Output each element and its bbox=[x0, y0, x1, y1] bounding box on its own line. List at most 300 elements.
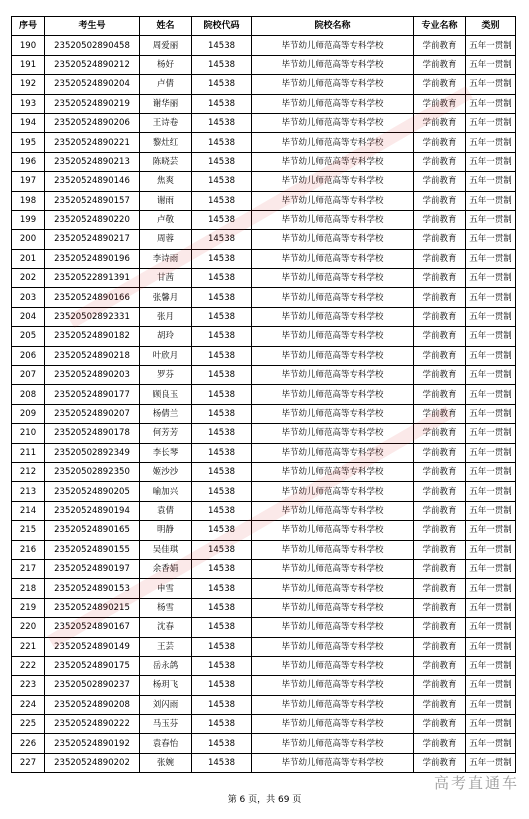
table-cell: 杨倩兰 bbox=[140, 404, 192, 423]
table-cell: 23520524890146 bbox=[45, 172, 140, 191]
table-cell: 14538 bbox=[192, 443, 252, 462]
table-cell: 23520524890149 bbox=[45, 637, 140, 656]
table-cell: 学前教育 bbox=[414, 424, 466, 443]
table-cell: 14538 bbox=[192, 559, 252, 578]
table-cell: 杨雪 bbox=[140, 598, 192, 617]
table-cell: 14538 bbox=[192, 521, 252, 540]
table-cell: 193 bbox=[12, 94, 45, 113]
table-row bbox=[12, 676, 516, 695]
table-cell: 五年一贯制 bbox=[466, 540, 516, 559]
table-cell: 毕节幼儿师范高等专科学校 bbox=[252, 521, 414, 540]
table-cell: 195 bbox=[12, 133, 45, 152]
table-cell: 14538 bbox=[192, 230, 252, 249]
table-cell: 余香娟 bbox=[140, 559, 192, 578]
table-row bbox=[12, 191, 516, 210]
table-cell: 14538 bbox=[192, 695, 252, 714]
table-row bbox=[12, 559, 516, 578]
table-cell: 五年一贯制 bbox=[466, 249, 516, 268]
table-cell: 218 bbox=[12, 579, 45, 598]
table-cell: 14538 bbox=[192, 210, 252, 229]
table-cell: 五年一贯制 bbox=[466, 676, 516, 695]
table-cell: 马玉芬 bbox=[140, 715, 192, 734]
table-cell: 五年一贯制 bbox=[466, 172, 516, 191]
admission-list-table bbox=[11, 16, 515, 773]
table-cell: 14538 bbox=[192, 249, 252, 268]
table-cell: 五年一贯制 bbox=[466, 366, 516, 385]
table-cell: 毕节幼儿师范高等专科学校 bbox=[252, 366, 414, 385]
table-cell: 毕节幼儿师范高等专科学校 bbox=[252, 598, 414, 617]
table-cell: 张婉 bbox=[140, 753, 192, 772]
table-cell: 14538 bbox=[192, 598, 252, 617]
table-cell: 五年一贯制 bbox=[466, 734, 516, 753]
table-cell: 毕节幼儿师范高等专科学校 bbox=[252, 307, 414, 326]
table-cell: 学前教育 bbox=[414, 579, 466, 598]
table-row bbox=[12, 598, 516, 617]
table-row bbox=[12, 579, 516, 598]
table-cell: 五年一贯制 bbox=[466, 113, 516, 132]
table-cell: 23520524890194 bbox=[45, 501, 140, 520]
table-cell: 216 bbox=[12, 540, 45, 559]
table-cell: 毕节幼儿师范高等专科学校 bbox=[252, 715, 414, 734]
table-cell: 毕节幼儿师范高等专科学校 bbox=[252, 55, 414, 74]
table-cell: 明静 bbox=[140, 521, 192, 540]
table-row bbox=[12, 307, 516, 326]
table-cell: 五年一贯制 bbox=[466, 695, 516, 714]
table-cell: 14538 bbox=[192, 579, 252, 598]
table-cell: 学前教育 bbox=[414, 269, 466, 288]
table-cell: 毕节幼儿师范高等专科学校 bbox=[252, 113, 414, 132]
table-row bbox=[12, 443, 516, 462]
header-row bbox=[12, 17, 516, 36]
table-cell: 毕节幼儿师范高等专科学校 bbox=[252, 462, 414, 481]
column-header: 序号 bbox=[12, 17, 45, 36]
table-cell: 毕节幼儿师范高等专科学校 bbox=[252, 676, 414, 695]
table-cell: 五年一贯制 bbox=[466, 191, 516, 210]
table-cell: 14538 bbox=[192, 715, 252, 734]
table-cell: 23520524890182 bbox=[45, 327, 140, 346]
table-cell: 黎灶红 bbox=[140, 133, 192, 152]
table-cell: 学前教育 bbox=[414, 462, 466, 481]
table-cell: 毕节幼儿师范高等专科学校 bbox=[252, 385, 414, 404]
table-cell: 杨玥飞 bbox=[140, 676, 192, 695]
table-cell: 14538 bbox=[192, 424, 252, 443]
table-cell: 202 bbox=[12, 269, 45, 288]
table-cell: 五年一贯制 bbox=[466, 55, 516, 74]
table-cell: 学前教育 bbox=[414, 501, 466, 520]
table-cell: 学前教育 bbox=[414, 695, 466, 714]
table-cell: 192 bbox=[12, 75, 45, 94]
table-cell: 学前教育 bbox=[414, 307, 466, 326]
table-cell: 196 bbox=[12, 152, 45, 171]
column-header: 考生号 bbox=[45, 17, 140, 36]
table-cell: 23520524890196 bbox=[45, 249, 140, 268]
table-row bbox=[12, 385, 516, 404]
table-cell: 五年一贯制 bbox=[466, 753, 516, 772]
table-cell: 学前教育 bbox=[414, 55, 466, 74]
table-cell: 14538 bbox=[192, 404, 252, 423]
table-cell: 198 bbox=[12, 191, 45, 210]
table-cell: 学前教育 bbox=[414, 753, 466, 772]
table-cell: 23520524890206 bbox=[45, 113, 140, 132]
table-cell: 学前教育 bbox=[414, 133, 466, 152]
table-cell: 211 bbox=[12, 443, 45, 462]
table-cell: 罗芬 bbox=[140, 366, 192, 385]
table-row bbox=[12, 618, 516, 637]
table-cell: 学前教育 bbox=[414, 249, 466, 268]
table-cell: 23520524890165 bbox=[45, 521, 140, 540]
table-cell: 14538 bbox=[192, 676, 252, 695]
table-cell: 五年一贯制 bbox=[466, 36, 516, 55]
table-cell: 23520524890212 bbox=[45, 55, 140, 74]
table-cell: 学前教育 bbox=[414, 230, 466, 249]
table-row bbox=[12, 210, 516, 229]
table-cell: 杨好 bbox=[140, 55, 192, 74]
table-cell: 23520522891391 bbox=[45, 269, 140, 288]
table-cell: 五年一贯制 bbox=[466, 424, 516, 443]
table-cell: 五年一贯制 bbox=[466, 346, 516, 365]
table-cell: 学前教育 bbox=[414, 113, 466, 132]
table-row bbox=[12, 55, 516, 74]
table-cell: 14538 bbox=[192, 113, 252, 132]
table-cell: 王诗卷 bbox=[140, 113, 192, 132]
table-cell: 学前教育 bbox=[414, 598, 466, 617]
table-cell: 学前教育 bbox=[414, 152, 466, 171]
table-cell: 222 bbox=[12, 656, 45, 675]
table-cell: 五年一贯制 bbox=[466, 269, 516, 288]
table-cell: 五年一贯制 bbox=[466, 152, 516, 171]
table-cell: 23520524890175 bbox=[45, 656, 140, 675]
table-cell: 23520524890207 bbox=[45, 404, 140, 423]
table-cell: 14538 bbox=[192, 462, 252, 481]
table-cell: 14538 bbox=[192, 75, 252, 94]
table-cell: 学前教育 bbox=[414, 734, 466, 753]
table-row bbox=[12, 75, 516, 94]
table-cell: 申雪 bbox=[140, 579, 192, 598]
table-cell: 学前教育 bbox=[414, 637, 466, 656]
table-cell: 23520502890237 bbox=[45, 676, 140, 695]
table-row bbox=[12, 753, 516, 772]
table-cell: 毕节幼儿师范高等专科学校 bbox=[252, 249, 414, 268]
table-cell: 毕节幼儿师范高等专科学校 bbox=[252, 133, 414, 152]
table-cell: 23520524890213 bbox=[45, 152, 140, 171]
table-row bbox=[12, 36, 516, 55]
table-row bbox=[12, 327, 516, 346]
column-header: 姓名 bbox=[140, 17, 192, 36]
table-cell: 14538 bbox=[192, 191, 252, 210]
table-row bbox=[12, 288, 516, 307]
table-cell: 学前教育 bbox=[414, 443, 466, 462]
table-row bbox=[12, 152, 516, 171]
table-cell: 225 bbox=[12, 715, 45, 734]
table-cell: 五年一贯制 bbox=[466, 75, 516, 94]
table-cell: 14538 bbox=[192, 501, 252, 520]
table-cell: 五年一贯制 bbox=[466, 501, 516, 520]
table-cell: 毕节幼儿师范高等专科学校 bbox=[252, 191, 414, 210]
table-cell: 毕节幼儿师范高等专科学校 bbox=[252, 230, 414, 249]
table-cell: 23520524890155 bbox=[45, 540, 140, 559]
table-cell: 194 bbox=[12, 113, 45, 132]
table-row bbox=[12, 113, 516, 132]
table-cell: 毕节幼儿师范高等专科学校 bbox=[252, 424, 414, 443]
table-cell: 卢敬 bbox=[140, 210, 192, 229]
data-table bbox=[11, 16, 516, 773]
table-cell: 毕节幼儿师范高等专科学校 bbox=[252, 501, 414, 520]
table-cell: 23520524890219 bbox=[45, 94, 140, 113]
table-cell: 毕节幼儿师范高等专科学校 bbox=[252, 579, 414, 598]
table-cell: 五年一贯制 bbox=[466, 94, 516, 113]
table-cell: 何芳芳 bbox=[140, 424, 192, 443]
table-cell: 219 bbox=[12, 598, 45, 617]
table-cell: 14538 bbox=[192, 482, 252, 501]
table-cell: 毕节幼儿师范高等专科学校 bbox=[252, 443, 414, 462]
table-header bbox=[12, 17, 516, 36]
table-cell: 毕节幼儿师范高等专科学校 bbox=[252, 346, 414, 365]
table-cell: 209 bbox=[12, 404, 45, 423]
table-row bbox=[12, 715, 516, 734]
table-cell: 李长琴 bbox=[140, 443, 192, 462]
table-cell: 14538 bbox=[192, 753, 252, 772]
table-cell: 张月 bbox=[140, 307, 192, 326]
table-cell: 14538 bbox=[192, 94, 252, 113]
table-cell: 毕节幼儿师范高等专科学校 bbox=[252, 94, 414, 113]
table-cell: 23520524890218 bbox=[45, 346, 140, 365]
table-cell: 14538 bbox=[192, 327, 252, 346]
table-cell: 毕节幼儿师范高等专科学校 bbox=[252, 288, 414, 307]
table-cell: 袁春怡 bbox=[140, 734, 192, 753]
table-cell: 14538 bbox=[192, 366, 252, 385]
table-row bbox=[12, 482, 516, 501]
table-cell: 学前教育 bbox=[414, 676, 466, 695]
table-cell: 学前教育 bbox=[414, 75, 466, 94]
table-cell: 沈春 bbox=[140, 618, 192, 637]
table-cell: 23520524890208 bbox=[45, 695, 140, 714]
table-cell: 毕节幼儿师范高等专科学校 bbox=[252, 327, 414, 346]
table-cell: 五年一贯制 bbox=[466, 307, 516, 326]
table-row bbox=[12, 695, 516, 714]
table-cell: 学前教育 bbox=[414, 366, 466, 385]
table-cell: 14538 bbox=[192, 656, 252, 675]
table-cell: 14538 bbox=[192, 172, 252, 191]
table-cell: 毕节幼儿师范高等专科学校 bbox=[252, 269, 414, 288]
table-cell: 学前教育 bbox=[414, 172, 466, 191]
table-cell: 陈晓芸 bbox=[140, 152, 192, 171]
table-cell: 23520502892349 bbox=[45, 443, 140, 462]
table-cell: 五年一贯制 bbox=[466, 656, 516, 675]
table-cell: 14538 bbox=[192, 133, 252, 152]
table-cell: 学前教育 bbox=[414, 404, 466, 423]
table-cell: 张馨月 bbox=[140, 288, 192, 307]
table-cell: 周爱丽 bbox=[140, 36, 192, 55]
table-cell: 227 bbox=[12, 753, 45, 772]
table-cell: 学前教育 bbox=[414, 656, 466, 675]
table-cell: 191 bbox=[12, 55, 45, 74]
table-cell: 五年一贯制 bbox=[466, 559, 516, 578]
table-cell: 213 bbox=[12, 482, 45, 501]
table-cell: 学前教育 bbox=[414, 191, 466, 210]
table-cell: 14538 bbox=[192, 385, 252, 404]
table-cell: 学前教育 bbox=[414, 346, 466, 365]
table-cell: 23520524890203 bbox=[45, 366, 140, 385]
table-cell: 224 bbox=[12, 695, 45, 714]
table-cell: 215 bbox=[12, 521, 45, 540]
table-cell: 学前教育 bbox=[414, 559, 466, 578]
table-cell: 学前教育 bbox=[414, 327, 466, 346]
table-cell: 14538 bbox=[192, 288, 252, 307]
table-cell: 五年一贯制 bbox=[466, 404, 516, 423]
table-cell: 毕节幼儿师范高等专科学校 bbox=[252, 618, 414, 637]
table-cell: 23520524890153 bbox=[45, 579, 140, 598]
table-cell: 五年一贯制 bbox=[466, 385, 516, 404]
table-cell: 学前教育 bbox=[414, 385, 466, 404]
table-cell: 毕节幼儿师范高等专科学校 bbox=[252, 172, 414, 191]
table-cell: 23520524890204 bbox=[45, 75, 140, 94]
table-cell: 23520524890215 bbox=[45, 598, 140, 617]
table-cell: 毕节幼儿师范高等专科学校 bbox=[252, 210, 414, 229]
table-cell: 五年一贯制 bbox=[466, 210, 516, 229]
table-cell: 毕节幼儿师范高等专科学校 bbox=[252, 152, 414, 171]
table-row bbox=[12, 230, 516, 249]
table-cell: 毕节幼儿师范高等专科学校 bbox=[252, 637, 414, 656]
table-cell: 221 bbox=[12, 637, 45, 656]
table-cell: 刘闪雨 bbox=[140, 695, 192, 714]
table-cell: 23520524890178 bbox=[45, 424, 140, 443]
table-cell: 207 bbox=[12, 366, 45, 385]
table-row bbox=[12, 94, 516, 113]
table-cell: 五年一贯制 bbox=[466, 482, 516, 501]
table-row bbox=[12, 269, 516, 288]
table-cell: 14538 bbox=[192, 152, 252, 171]
table-cell: 208 bbox=[12, 385, 45, 404]
table-cell: 毕节幼儿师范高等专科学校 bbox=[252, 75, 414, 94]
table-cell: 14538 bbox=[192, 637, 252, 656]
table-cell: 袁倩 bbox=[140, 501, 192, 520]
table-cell: 23520524890205 bbox=[45, 482, 140, 501]
table-cell: 14538 bbox=[192, 734, 252, 753]
column-header: 专业名称 bbox=[414, 17, 466, 36]
table-cell: 14538 bbox=[192, 346, 252, 365]
table-cell: 23520524890221 bbox=[45, 133, 140, 152]
table-cell: 五年一贯制 bbox=[466, 133, 516, 152]
table-cell: 五年一贯制 bbox=[466, 288, 516, 307]
table-cell: 姬沙沙 bbox=[140, 462, 192, 481]
table-cell: 14538 bbox=[192, 269, 252, 288]
table-cell: 206 bbox=[12, 346, 45, 365]
table-cell: 23520502892350 bbox=[45, 462, 140, 481]
table-cell: 焦爽 bbox=[140, 172, 192, 191]
table-cell: 23520502892331 bbox=[45, 307, 140, 326]
table-cell: 五年一贯制 bbox=[466, 521, 516, 540]
table-cell: 五年一贯制 bbox=[466, 327, 516, 346]
table-cell: 毕节幼儿师范高等专科学校 bbox=[252, 695, 414, 714]
table-cell: 顾良玉 bbox=[140, 385, 192, 404]
table-row bbox=[12, 424, 516, 443]
column-header: 类别 bbox=[466, 17, 516, 36]
table-cell: 毕节幼儿师范高等专科学校 bbox=[252, 734, 414, 753]
table-cell: 卢倩 bbox=[140, 75, 192, 94]
table-row bbox=[12, 249, 516, 268]
table-cell: 223 bbox=[12, 676, 45, 695]
table-cell: 五年一贯制 bbox=[466, 579, 516, 598]
table-row bbox=[12, 540, 516, 559]
table-cell: 毕节幼儿师范高等专科学校 bbox=[252, 404, 414, 423]
table-cell: 谢雨 bbox=[140, 191, 192, 210]
column-header: 院校代码 bbox=[192, 17, 252, 36]
table-cell: 毕节幼儿师范高等专科学校 bbox=[252, 753, 414, 772]
table-row bbox=[12, 366, 516, 385]
table-cell: 五年一贯制 bbox=[466, 443, 516, 462]
table-cell: 212 bbox=[12, 462, 45, 481]
table-cell: 23520502890458 bbox=[45, 36, 140, 55]
table-row bbox=[12, 656, 516, 675]
table-cell: 学前教育 bbox=[414, 288, 466, 307]
table-cell: 五年一贯制 bbox=[466, 618, 516, 637]
table-cell: 205 bbox=[12, 327, 45, 346]
watermark-text: 高考直通车 bbox=[433, 774, 519, 792]
table-cell: 学前教育 bbox=[414, 715, 466, 734]
table-cell: 14538 bbox=[192, 540, 252, 559]
table-cell: 学前教育 bbox=[414, 521, 466, 540]
table-cell: 学前教育 bbox=[414, 482, 466, 501]
table-cell: 吴佳琪 bbox=[140, 540, 192, 559]
table-cell: 23520524890157 bbox=[45, 191, 140, 210]
table-cell: 学前教育 bbox=[414, 94, 466, 113]
table-cell: 203 bbox=[12, 288, 45, 307]
table-row bbox=[12, 637, 516, 656]
table-cell: 14538 bbox=[192, 55, 252, 74]
table-cell: 204 bbox=[12, 307, 45, 326]
table-cell: 14538 bbox=[192, 36, 252, 55]
table-cell: 毕节幼儿师范高等专科学校 bbox=[252, 482, 414, 501]
table-cell: 23520524890217 bbox=[45, 230, 140, 249]
table-cell: 226 bbox=[12, 734, 45, 753]
table-row bbox=[12, 346, 516, 365]
table-cell: 毕节幼儿师范高等专科学校 bbox=[252, 540, 414, 559]
table-cell: 学前教育 bbox=[414, 210, 466, 229]
table-cell: 叶欣月 bbox=[140, 346, 192, 365]
table-cell: 23520524890220 bbox=[45, 210, 140, 229]
table-cell: 胡玲 bbox=[140, 327, 192, 346]
table-row bbox=[12, 462, 516, 481]
table-cell: 23520524890202 bbox=[45, 753, 140, 772]
page-footer: 第 6 页，共 69 页 bbox=[227, 795, 302, 805]
table-cell: 199 bbox=[12, 210, 45, 229]
table-cell: 五年一贯制 bbox=[466, 598, 516, 617]
table-cell: 李诗雨 bbox=[140, 249, 192, 268]
table-cell: 217 bbox=[12, 559, 45, 578]
table-cell: 毕节幼儿师范高等专科学校 bbox=[252, 559, 414, 578]
table-cell: 197 bbox=[12, 172, 45, 191]
table-cell: 五年一贯制 bbox=[466, 230, 516, 249]
table-row bbox=[12, 501, 516, 520]
table-row bbox=[12, 734, 516, 753]
table-cell: 23520524890222 bbox=[45, 715, 140, 734]
table-cell: 214 bbox=[12, 501, 45, 520]
table-cell: 23520524890177 bbox=[45, 385, 140, 404]
table-cell: 五年一贯制 bbox=[466, 637, 516, 656]
table-cell: 周蓉 bbox=[140, 230, 192, 249]
table-cell: 201 bbox=[12, 249, 45, 268]
table-cell: 学前教育 bbox=[414, 618, 466, 637]
column-header: 院校名称 bbox=[252, 17, 414, 36]
table-row bbox=[12, 521, 516, 540]
table-cell: 23520524890197 bbox=[45, 559, 140, 578]
table-cell: 14538 bbox=[192, 618, 252, 637]
table-cell: 毕节幼儿师范高等专科学校 bbox=[252, 656, 414, 675]
table-cell: 23520524890192 bbox=[45, 734, 140, 753]
table-row bbox=[12, 133, 516, 152]
table-cell: 190 bbox=[12, 36, 45, 55]
table-cell: 甘茜 bbox=[140, 269, 192, 288]
